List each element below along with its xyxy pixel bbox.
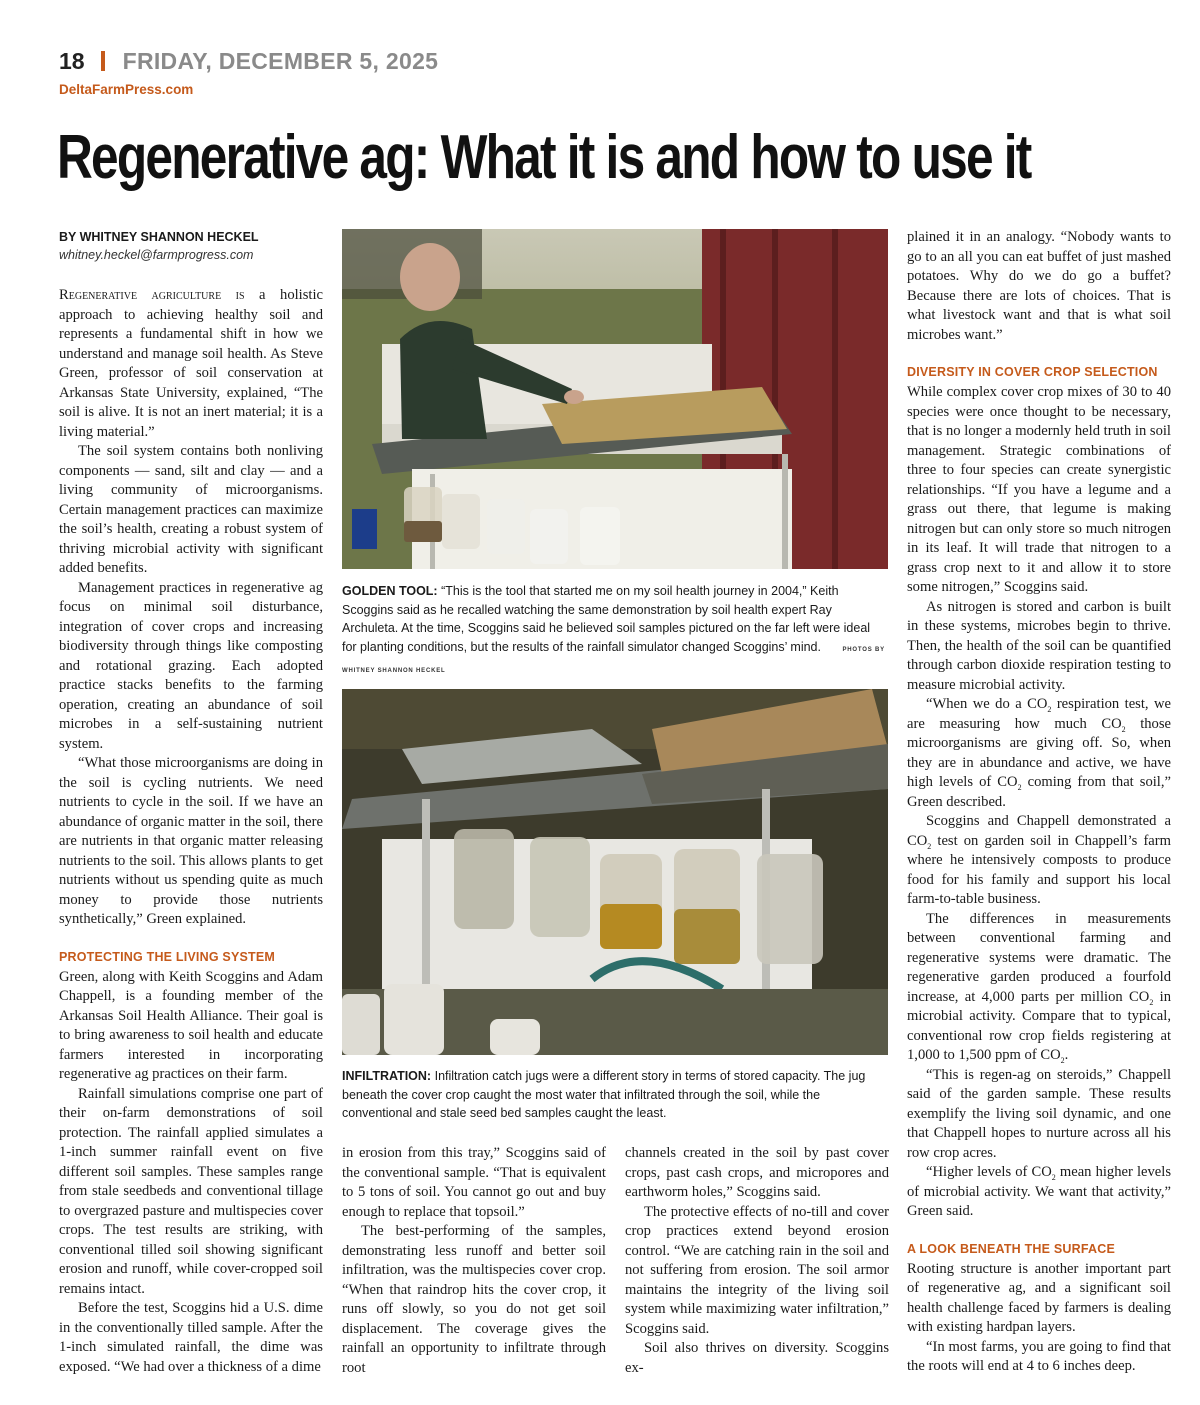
article-column-4 [907, 228, 1171, 1377]
paragraph: channels created in the soil by past cover crops, past cash crops, and micropores and earthworm holes,” Scoggins said. [625, 1145, 889, 1200]
paragraph: The protective effects of no-till and cover crop practices extend beyond erosion control. “We are catching rain in the soil and not suffering from erosion. The soil armor maintains the integrity of the living soil system while maximizing water infiltration,” Scoggins said. [625, 1203, 889, 1337]
page-number: 18 [59, 47, 85, 74]
paragraph: As nitrogen is stored and carbon is built in these systems, microbes begin to thrive. Then, the health of the soil can be quantified through carbon dioxide respiration testing to measure microbial activity. [907, 598, 1171, 693]
paragraph: The soil system contains both nonliving components — sand, silt and clay — and a living community of microorganisms. Certain management practices can maximize the soil’s health, creating a robust system of thriving microbial activity with significant added benefits. [59, 443, 323, 576]
article-column-2 [342, 1144, 606, 1378]
website-link[interactable]: DeltaFarmPress.com [59, 82, 194, 97]
headline: Regenerative ag: What it is and how to use it [57, 123, 1031, 192]
paragraph: plained it in an analogy. “Nobody wants to go to an all you can eat buffet of just mashed potatoes. Why do we do go a buffet? Because there are lots of choices. That is what livestock want and that is what soil microbes want.” [907, 229, 1171, 343]
paragraph: Regenerative agriculture is a holistic approach to achieving healthy soil and represents a fundamental shift in how we understand and manage soil health. As Steve Green, professor of soil conservation at Arkansas State University, explained, “The soil is alive. It is not an inert material; it is a living material.” [59, 287, 323, 440]
caption-label: INFILTRATION: [342, 1069, 432, 1083]
paragraph: “Higher levels of $CO_2$ mean higher levels of microbial activity. We want that activity,” Green said. [907, 1164, 1172, 1219]
photo-credit: PHOTOS BY WHITNEY SHANNON HECKEL [342, 646, 885, 674]
paragraph: “When we do a $CO_2$ respiration test, we are measuring how much $CO_2$ those microorganisms are giving off. So, when they are in abundance and active, we have high levels of $CO_2$ coming from that soil,” Green described. [907, 696, 1171, 810]
subhead-beneath-surface: A LOOK BENEATH THE SURFACE [907, 1241, 1115, 1256]
paragraph: in erosion from this tray,” Scoggins said of the conventional sample. “That is equivalent to 5 tons of soil. You cannot go out and buy enough to replace that topsoil.” [342, 1145, 606, 1220]
photo-caption-infiltration [342, 1067, 888, 1123]
photo-infiltration [342, 689, 888, 1055]
paragraph: The differences in measurements between conventional farming and regenerative systems were dramatic. The regenerative garden produced a fourfold increase, at 4,000 parts per million $CO_2$ in microbial activity. Compare that to typical, conventional row crop fields registering at 1,000 to 1,500 ppm of $CO_2$. [907, 910, 1172, 1065]
caption-text: Infiltration catch jugs were a different story in terms of stored capacity. The jug beneath the cover crop caught the most water that infiltrated through the soil, while the conventional and stale seed bed samples caught the least. [342, 1069, 866, 1120]
paragraph: Rooting structure is another important part of regenerative ag, and a significant soil health challenge faced by farmers is dealing with existing hardpan layers. [907, 1260, 1171, 1335]
paragraph: Management practices in regenerative ag focus on minimal soil disturbance, integration of cover crops and increasing biodiversity through things like composting and rotational grazing. Each adopted practice stacks benefits to the farming operation, creating an abundance of soil microbes in a self-sustaining nutrient system. [59, 579, 323, 752]
folio [59, 46, 438, 76]
paragraph: “This is regen-ag on steroids,” Chappell said of the garden sample. These results exemplify the living soil dynamic, and one that Chappell hopes to nurture across all his row crop acres. [907, 1066, 1171, 1161]
byline: BY WHITNEY SHANNON HECKEL [59, 230, 259, 244]
photo-golden-tool [342, 229, 888, 569]
folio-divider [101, 51, 105, 71]
paragraph: Rainfall simulations comprise one part of their on-farm demonstrations of soil protection. The rainfall applied simulates a 1-inch summer rainfall event on five different soil samples. These samples range from stale seedbeds and conventional tillage to overgrazed pasture and multispecies cover crops. The test results are striking, with conventional tilled soil showing significant erosion and runoff, while cover-cropped soil remains intact. [59, 1085, 323, 1297]
paragraph: While complex cover crop mixes of 30 to 40 species were once thought to be necessary, that is no longer a modernly held truth in soil management. Strategic combinations of three to four species can create synergistic relationships. “If you have a legume and a grass out there, that legume is making nitrogen but can only store so much nitrogen in its leaf. It will trade that nitrogen to a grass crop next to it and allow it to store some nitrogen,” Scoggins said. [907, 384, 1171, 595]
paragraph: Scoggins and Chappell demonstrated a $CO_2$ test on garden soil in Chappell’s farm where he intensively composts to produce food for his family and support his local farm-to-table business. [907, 813, 1171, 907]
paragraph: Green, along with Keith Scoggins and Adam Chappell, is a founding member of the Arkansas Soil Health Alliance. Their goal is to bring awareness to soil health and educate farmers interested in incorporating regenerative ag practices on their farm. [59, 968, 323, 1082]
article-column-1 [59, 228, 323, 1377]
photo-caption-golden-tool [342, 582, 888, 681]
author-email[interactable]: whitney.heckel@farmprogress.com [59, 248, 254, 262]
paragraph: “What those microorganisms are doing in the soil is cycling nutrients. We need nutrients to cycle in the soil. If we have an abundance of organic matter in the soil, there are nutrients in that organic matter releasing nutrients to the soil. This allows plants to get nutrients without us spending quite as much money to provide those nutrients synthetically,” Green explained. [59, 755, 323, 927]
subhead-diversity: DIVERSITY IN COVER CROP SELECTION [907, 365, 1158, 379]
article-column-3 [625, 1144, 889, 1378]
caption-text: “This is the tool that started me on my soil health journey in 2004,” Keith Scoggins said as he recalled watching the same demonstration by soil health expert Ray Archuleta. At the time, Scoggins said he believed soil samples pictured on the far left were ideal for planting conditions, but the results of the rainfall simulator changed Scoggins’ mind. [342, 584, 871, 654]
caption-label: GOLDEN TOOL: [342, 584, 438, 598]
paragraph: The best-performing of the samples, demonstrating less runoff and better soil infiltration, was the multispecies cover crop. “When that raindrop hits the cover crop, it runs off slowly, so you do not get soil displacement. The coverage gives the rainfall an opportunity to infiltrate through root [342, 1223, 606, 1376]
subhead-protecting: PROTECTING THE LIVING SYSTEM [59, 949, 276, 964]
paragraph: Before the test, Scoggins hid a U.S. dime in the conventionally tilled sample. After the 1-inch simulated rainfall, the dime was exposed. “We had over a thickness of a dime [59, 1300, 323, 1375]
lead-in: Regenerative agriculture is [59, 287, 245, 303]
paragraph: “In most farms, you are going to find that the roots will end at 4 to 6 inches deep. [907, 1338, 1171, 1374]
paragraph: Soil also thrives on diversity. Scoggins ex- [625, 1340, 889, 1376]
issue-date: FRIDAY, DECEMBER 5, 2025 [122, 47, 439, 74]
